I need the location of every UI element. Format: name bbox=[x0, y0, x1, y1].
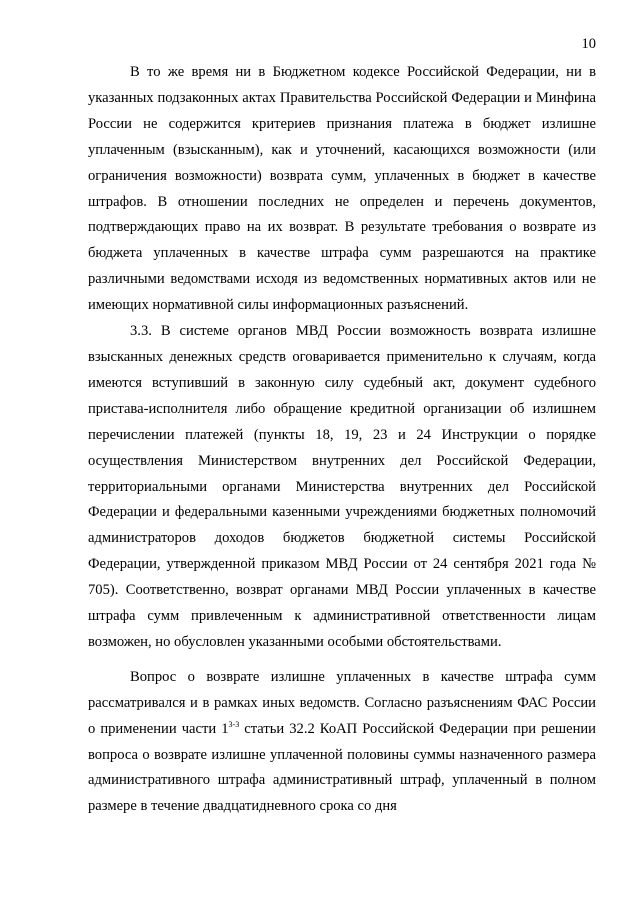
page-number: 10 bbox=[581, 36, 596, 52]
document-body bbox=[88, 60, 596, 820]
paragraph-budget-code: В то же время ни в Бюджетном кодексе Российской Федерации, ни в указанных подзаконных актах Правительства Российской Федерации и Минфина России не содержится критериев признания платежа в бюджет излишне уплаченным (взысканным), как и уточнений, касающихся возможности (или ограничения возможности) возврата сумм, уплаченных в бюджет в качестве штрафов. В отношении последних не определен и перечень документов, подтверждающих право на их возврат. В результате требования о возврате из бюджета уплаченных в качестве штрафа сумм разрешаются на практике различными ведомствами исходя из ведомственных нормативных актов или не имеющих нормативной силы информационных разъяснений. bbox=[88, 64, 596, 314]
paragraph-fas-clarification bbox=[88, 665, 596, 820]
paragraph-fas-text-after: статьи 32.2 КоАП Российской Федерации при решении вопроса о возврате излишне уплаченной половины суммы назначенного размера административного штрафа административный штраф, уплаченный в полном размере в течение двадцатидневного срока со дня bbox=[88, 720, 596, 815]
paragraph-mvd-refund: 3.3. В системе органов МВД России возможность возврата излишне взысканных денежных средств оговаривается применительно к случаям, когда имеются вступивший в законную силу судебный акт, документ судебного пристава-исполнителя либо обращение кредитной организации об излишнем перечислении платежей (пункты 18, 19, 23 и 24 Инструкции о порядке осуществления Министерством внутренних дел Российской Федерации, территориальными органами Министерства внутренних дел Российской Федерации и федеральными казенными учреждениями бюджетных полномочий администраторов доходов бюджетов бюджетной системы Российской Федерации, утвержденной приказом МВД России от 24 сентября 2021 года № 705). Соответственно, возврат органами МВД России уплаченных в качестве штрафа сумм привлеченным к административной ответственности лицам возможен, но обусловлен указанными особыми обстоятельствами. bbox=[88, 323, 596, 650]
paragraph-fas-text-before: Вопрос о возврате излишне уплаченных в качестве штрафа сумм рассматривался и в рамках иных ведомств. Согласно разъяснениям ФАС России о применении части 1 bbox=[88, 668, 596, 737]
footnote-superscript: 3-3 bbox=[228, 719, 240, 729]
